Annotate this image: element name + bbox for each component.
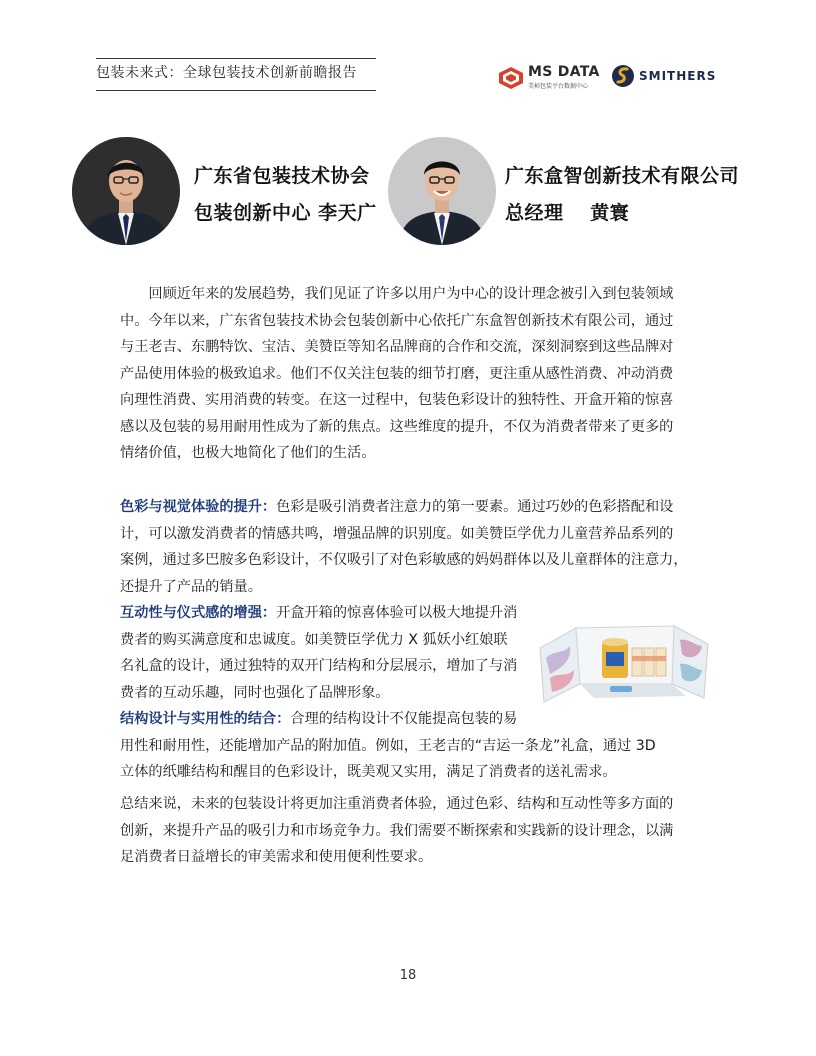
section-interact-heading: 互动性与仪式感的增强： [120,605,277,621]
avatar-li-tianguang [72,137,180,245]
smithers-logo [612,64,732,88]
section-interact-line: 费者的互动乐趣，同时也强化了品牌形象。 [120,684,390,701]
avatar-huang-huan [388,137,496,245]
intro-line: 情绪价值，也极大地简化了他们的生活。 [120,445,376,461]
summary-line: 创新，来提升产品的吸引力和市场竞争力。我们需要不断探索和实践新的设计理念，以满 [120,822,674,839]
section-structure-heading: 结构设计与实用性的结合： [120,711,291,727]
section-color-line: 还提升了产品的销量。 [120,578,262,595]
summary-paragraph [120,791,696,871]
smithers-logo-icon [612,64,634,88]
header-rule-bottom [96,90,376,91]
header-rule-top [96,58,376,59]
page-number: 18 [399,968,417,983]
intro-line: 产品使用体验的极致追求。他们不仅关注包装的细节打磨，更注重从感性消费、冲动消费 [120,365,674,382]
ms-data-logo-icon [498,66,524,90]
gift-box-photo [536,598,712,710]
intro-line: 感以及包装的易用耐用性成为了新的焦点。这些维度的提升，不仅为消费者带来了更多的 [120,418,674,435]
section-color [120,494,696,600]
section-interact [120,600,540,706]
intro-paragraph [120,281,696,467]
section-structure-text: 合理的结构设计不仅能提高包装的易 [290,711,518,727]
intro-line: 向理性消费、实用消费的转变。在这一过程中，包装色彩设计的独特性、开盒开箱的惊喜 [120,392,674,408]
section-interact-line: 名礼盒的设计，通过独特的双开门结构和分层展示，增加了与消 [120,658,518,674]
section-color-text: 色彩是吸引消费者注意力的第一要素。通过巧妙的色彩搭配和设 [276,499,674,515]
section-color-first-line [120,494,696,521]
ms-data-logo-subtitle: 美柿包装平台数据中心 [528,83,589,90]
person2-org: 广东盒智创新技术有限公司 [505,165,740,187]
intro-line: 回顾近年来的发展趋势，我们见证了许多以用户为中心的设计理念被引入到包装领域 [120,286,674,302]
summary-line: 足消费者日益增长的审美需求和使用便利性要求。 [120,849,433,865]
intro-line: 中。今年以来，广东省包装技术协会包装创新中心依托广东盒智创新技术有限公司，通过 [120,312,674,329]
person1-title-name: 包装创新中心 李天广 [194,202,377,224]
section-color-heading: 色彩与视觉体验的提升： [120,499,277,515]
section-interact-first-line [120,600,540,627]
smithers-logo-text: SMITHERS [639,69,717,83]
section-structure-first-line [120,706,696,733]
section-structure-line: 立体的纸雕结构和醒目的色彩设计，既美观又实用，满足了消费者的送礼需求。 [120,764,617,780]
section-structure [120,706,696,786]
summary-line: 总结来说，未来的包装设计将更加注重消费者体验，通过色彩、结构和互动性等多方面的 [120,796,674,812]
intro-line: 与王老吉、东鹏特饮、宝洁、美赞臣等知名品牌商的合作和交流，深刻洞察到这些品牌对 [120,339,674,355]
ms-data-logo [498,64,608,92]
section-color-line: 案例，通过多巴胺多色彩设计，不仅吸引了对色彩敏感的妈妈群体以及儿童群体的注意力， [120,552,688,568]
person2-title-name: 总经理 黄寰 [505,202,630,224]
section-color-line: 计，可以激发消费者的情感共鸣，增强品牌的识别度。如美赞臣学优力儿童营养品系列的 [120,525,674,542]
report-title: 包装未来式：全球包装技术创新前瞻报告 [96,65,357,81]
person1-org: 广东省包装技术协会 [194,165,370,187]
section-interact-line: 费者的购买满意度和忠诚度。如美赞臣学优力 X 狐妖小红娘联 [120,631,508,648]
ms-data-logo-text: MS DATA [528,64,600,80]
section-interact-text: 开盒开箱的惊喜体验可以极大地提升消 [276,605,518,621]
section-structure-line: 用性和耐用性，还能增加产品的附加值。例如，王老吉的“吉运一条龙”礼盒，通过 3D [120,737,656,754]
